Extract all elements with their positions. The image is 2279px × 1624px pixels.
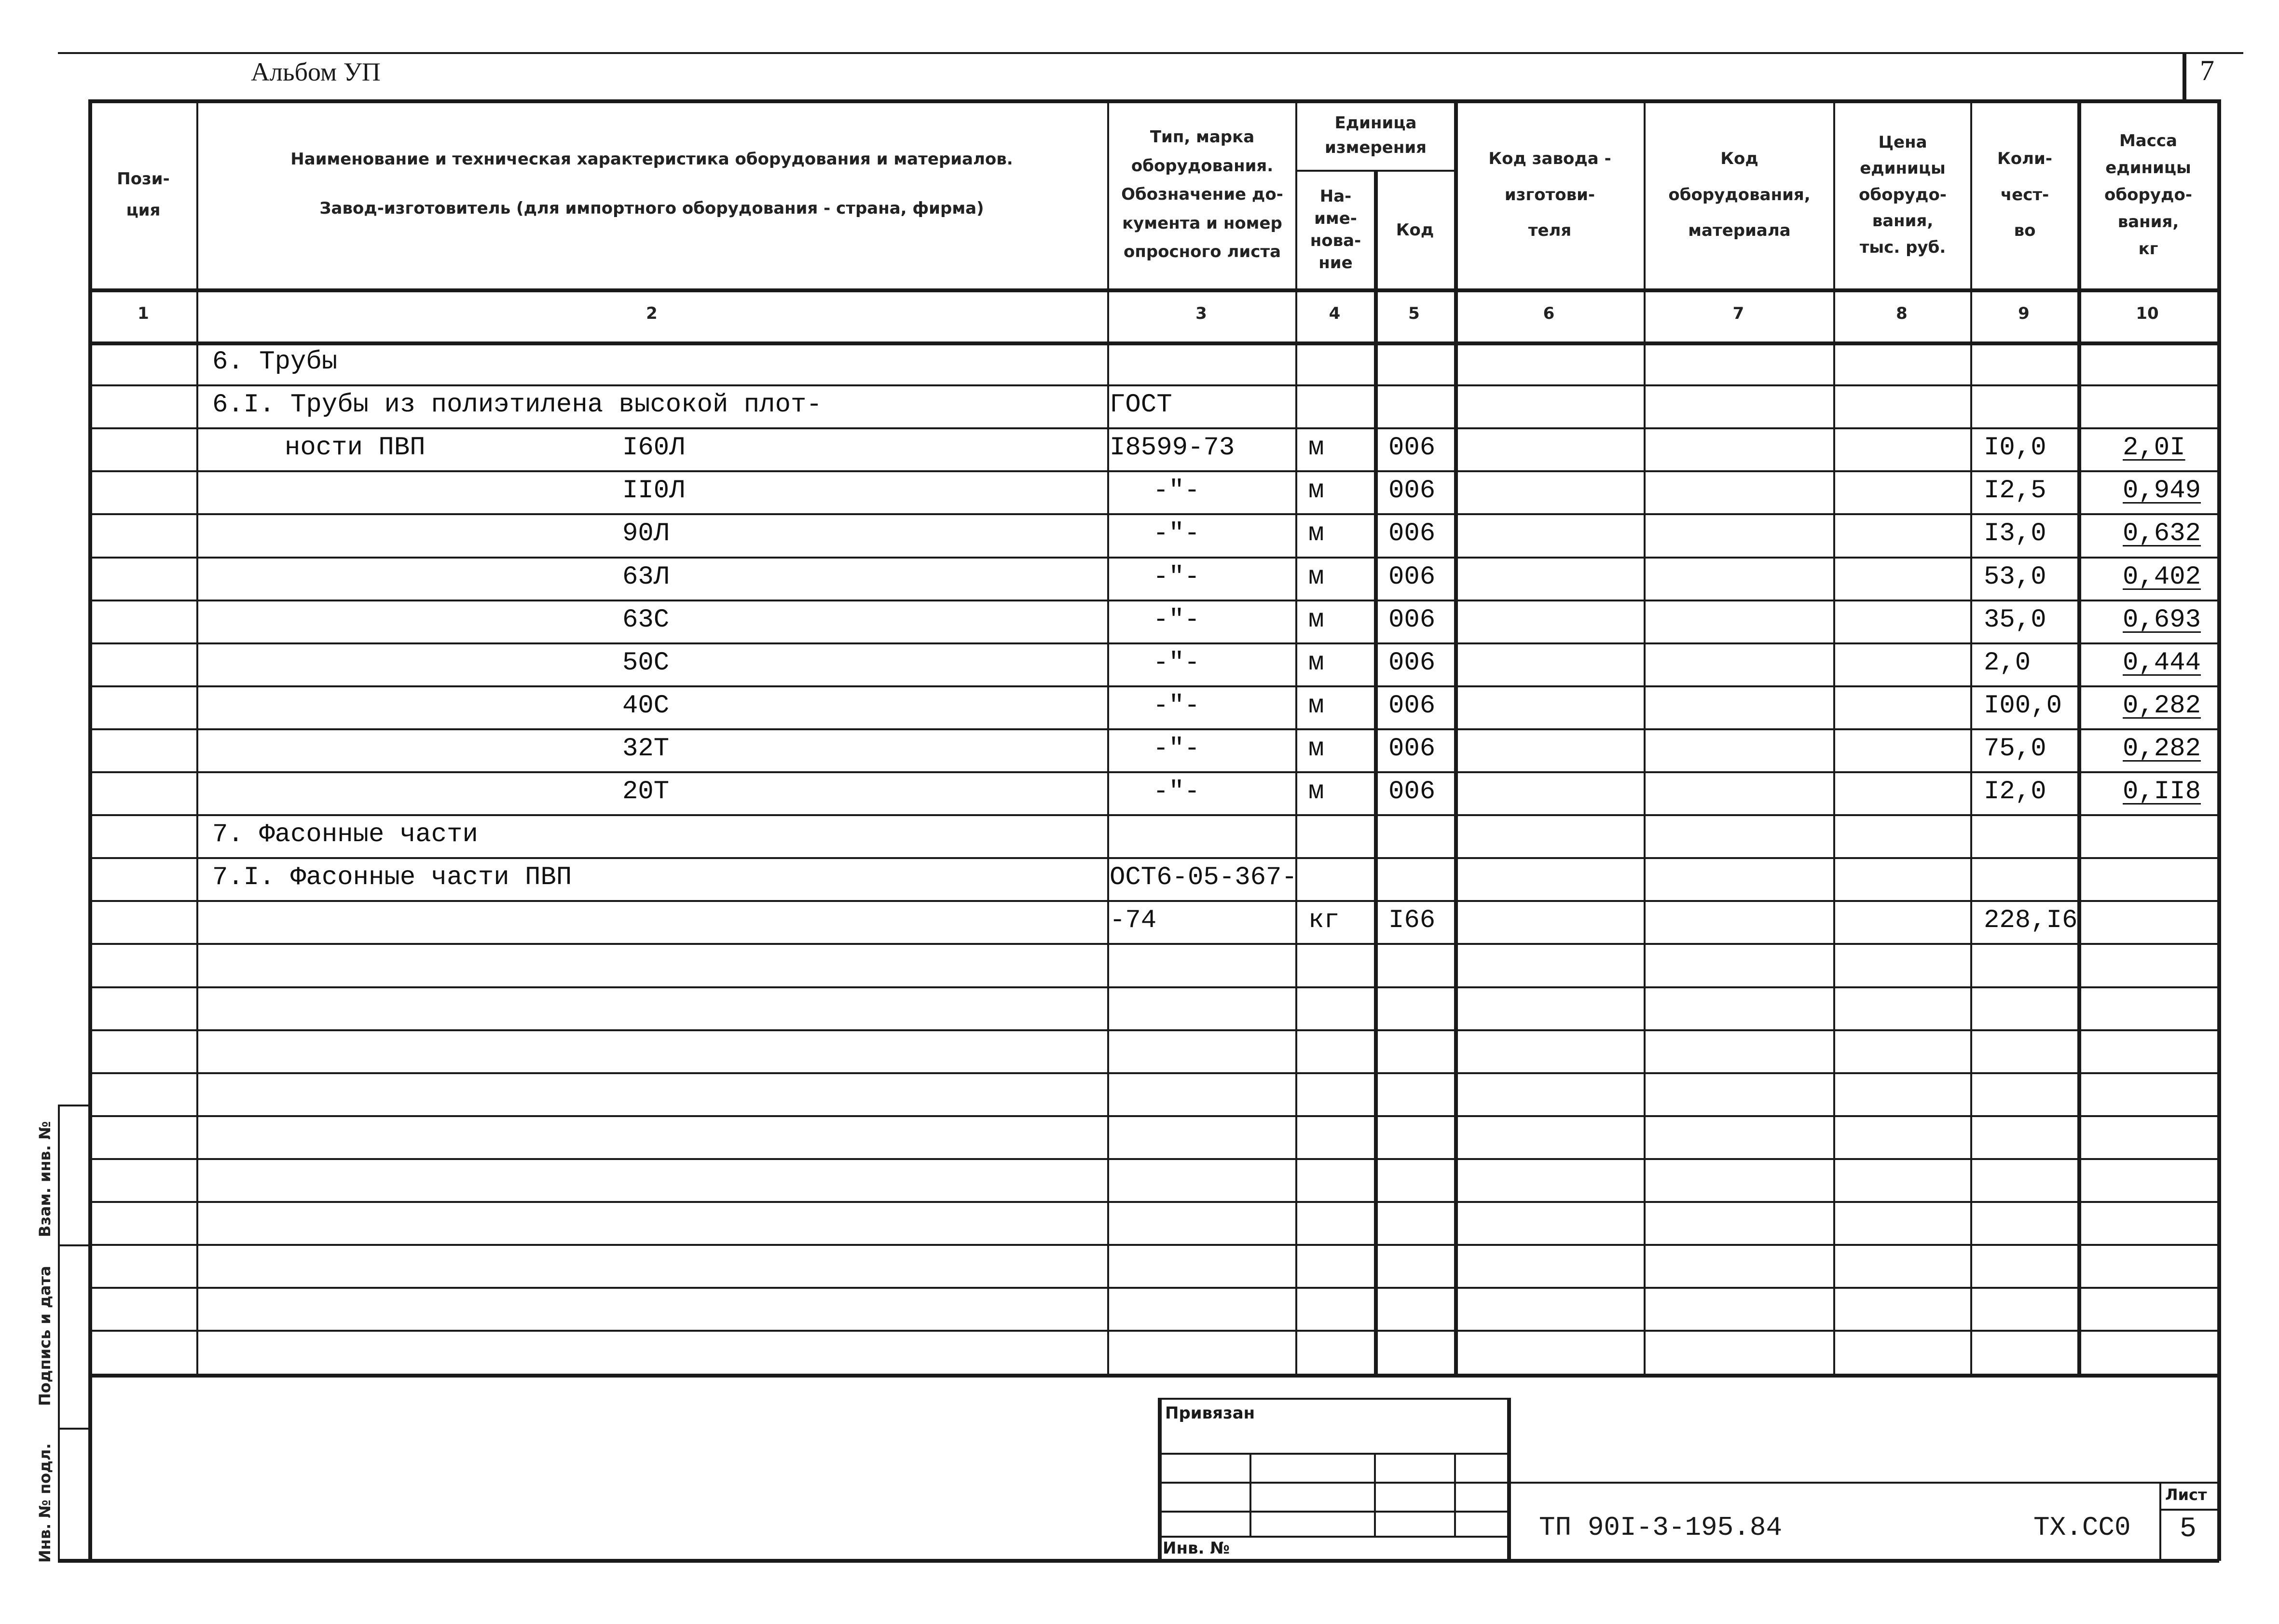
header-col4: На- име- нова- ние — [1310, 187, 1361, 273]
sheet-box-mid — [2159, 1509, 2219, 1511]
cell-size: I60Л — [622, 433, 685, 463]
top-border-line — [58, 52, 2243, 54]
cell-document: -74 — [1110, 906, 1157, 935]
row-divider — [90, 384, 2218, 386]
cell-mass: 0,II8 — [2123, 777, 2201, 806]
cell-quantity: 35,0 — [1984, 605, 2046, 635]
row-divider — [90, 600, 2218, 601]
header-col7: Код оборудования, материала — [1668, 149, 1811, 241]
col-sep-6-7 — [1644, 99, 1646, 1374]
cell-name: ности ПВП — [285, 433, 426, 463]
colnum-4: 4 — [1329, 304, 1341, 323]
page-number-divider — [2183, 52, 2186, 100]
side-label-vzam: Взам. инв. № — [36, 1121, 54, 1237]
row-divider — [90, 986, 2218, 988]
cell-unit-code: 006 — [1388, 777, 1436, 806]
header-col1: Пози- ция — [117, 169, 170, 220]
row-divider — [90, 943, 2218, 945]
stamp-privyazan: Привязан — [1165, 1404, 1255, 1423]
cell-unit-code: 006 — [1388, 562, 1436, 592]
col-sep-2-3 — [1107, 99, 1109, 1374]
cell-unit-code: 006 — [1388, 476, 1436, 505]
col-sep-7-8 — [1833, 99, 1835, 1374]
stamp-top-line — [1158, 1398, 1509, 1400]
cell-document: ГОСТ — [1110, 390, 1172, 420]
header-bottom-line — [89, 288, 2219, 292]
cell-unit-code: 006 — [1388, 433, 1436, 463]
col-sep-9-10 — [2077, 99, 2081, 1374]
cell-document: -"- — [1153, 562, 1200, 592]
row-divider — [90, 771, 2218, 773]
cell-document: -"- — [1153, 476, 1200, 505]
cell-unit-code: 006 — [1388, 734, 1436, 764]
row-divider — [90, 900, 2218, 902]
row-divider — [90, 642, 2218, 644]
cell-size: 90Л — [622, 519, 670, 548]
row-divider — [90, 1244, 2218, 1246]
cell-unit: м — [1308, 777, 1324, 806]
cell-unit-code: 006 — [1388, 605, 1436, 635]
cell-quantity: I00,0 — [1984, 691, 2062, 721]
side-sep-3 — [58, 1428, 89, 1430]
cell-mass: 0,632 — [2123, 519, 2201, 548]
cell-mass: 0,693 — [2123, 605, 2201, 635]
col-sep-3-4 — [1295, 99, 1297, 1374]
cell-mass: 0,282 — [2123, 734, 2201, 764]
cell-quantity: 2,0 — [1984, 648, 2031, 678]
frame-bottom-line — [58, 1559, 2219, 1563]
cell-mass: 2,0I — [2123, 433, 2185, 463]
sheet-number: 5 — [2180, 1514, 2197, 1545]
stamp-inv-no: Инв. № — [1163, 1539, 1230, 1558]
side-sep-2 — [58, 1244, 89, 1246]
cell-unit-code: 006 — [1388, 691, 1436, 721]
colnum-3: 3 — [1195, 304, 1207, 323]
cell-unit: кг — [1308, 906, 1340, 935]
col-sep-8-9 — [1970, 99, 1972, 1374]
cell-document: -"- — [1153, 648, 1200, 678]
cell-unit: м — [1308, 605, 1324, 635]
side-sep-1 — [58, 1105, 89, 1106]
sheet-label: Лист — [2165, 1486, 2207, 1504]
cell-quantity: I0,0 — [1984, 433, 2046, 463]
cell-name: 6. Трубы — [212, 347, 338, 377]
cell-name: 7.I. Фасонные части ПВП — [212, 863, 572, 892]
album-title: Альбом УП — [251, 57, 381, 86]
cell-unit: м — [1308, 648, 1324, 678]
cell-mass: 0,949 — [2123, 476, 2201, 505]
row-divider — [90, 1201, 2218, 1203]
row-divider — [90, 1330, 2218, 1332]
colnum-6: 6 — [1543, 304, 1555, 323]
row-divider — [90, 728, 2218, 730]
cell-unit: м — [1308, 519, 1324, 548]
page-number: 7 — [2200, 55, 2214, 86]
cell-document: -"- — [1153, 734, 1200, 764]
cell-document: -"- — [1153, 605, 1200, 635]
colnum-9: 9 — [2018, 304, 2030, 323]
side-strip-line — [58, 1105, 60, 1561]
row-divider — [90, 470, 2218, 472]
col-sep-5-6 — [1454, 99, 1458, 1374]
colnum-7: 7 — [1732, 304, 1744, 323]
header-col2-line1: Наименование и техническая характеристика оборудования и материалов. — [290, 149, 1013, 169]
cell-name: 7. Фасонные части — [212, 820, 478, 849]
row-divider — [90, 557, 2218, 559]
row-divider — [90, 1158, 2218, 1160]
row-divider — [90, 814, 2218, 816]
header-col6: Код завода - изготови- теля — [1488, 149, 1611, 241]
colnum-5: 5 — [1408, 304, 1420, 323]
cell-document: ОСТ6-05-367- — [1110, 863, 1297, 892]
cell-unit-code: 006 — [1388, 519, 1436, 548]
cell-quantity: I2,0 — [1984, 777, 2046, 806]
colnum-bottom-line — [89, 341, 2219, 345]
row-divider — [90, 427, 2218, 429]
colnum-10: 10 — [2136, 304, 2159, 323]
stamp-right-top-line — [1507, 1482, 2219, 1484]
stamp-line-d — [1158, 1536, 1509, 1538]
cell-mass: 0,282 — [2123, 691, 2201, 721]
cell-size: 63Л — [622, 562, 670, 592]
cell-size: 32Т — [622, 734, 670, 764]
row-divider — [90, 513, 2218, 515]
stamp-section: ТХ.СС0 — [2033, 1512, 2131, 1543]
stamp-vline-3 — [1454, 1453, 1456, 1536]
cell-unit: м — [1308, 562, 1324, 592]
cell-mass: 0,402 — [2123, 562, 2201, 592]
cell-quantity: 75,0 — [1984, 734, 2046, 764]
col-sep-1-2 — [196, 99, 198, 1374]
header-unit-group: Единица измерения — [1325, 113, 1427, 157]
row-divider — [90, 1072, 2218, 1074]
cell-unit: м — [1308, 734, 1324, 764]
header-col9: Коли- чест- во — [1997, 149, 2052, 241]
stamp-line-a — [1158, 1453, 1509, 1455]
table-bottom-line — [89, 1374, 2219, 1378]
stamp-line-c — [1158, 1511, 1509, 1513]
side-label-inv-podl: Инв. № подл. — [36, 1443, 54, 1563]
cell-unit: м — [1308, 476, 1324, 505]
stamp-vline-2 — [1374, 1453, 1376, 1536]
cell-document: I8599-73 — [1110, 433, 1235, 463]
cell-size: 63С — [622, 605, 670, 635]
cell-mass: 0,444 — [2123, 648, 2201, 678]
colnum-1: 1 — [137, 304, 149, 323]
header-col2-line2: Завод-изготовитель (для импортного оборудования - страна, фирма) — [319, 198, 984, 218]
cell-size: 40С — [622, 691, 670, 721]
cell-document: -"- — [1153, 777, 1200, 806]
cell-unit: м — [1308, 691, 1324, 721]
cell-document: -"- — [1153, 519, 1200, 548]
cell-quantity: 228,I6 — [1984, 906, 2078, 935]
cell-quantity: I3,0 — [1984, 519, 2046, 548]
side-label-podpis: Подпись и дата — [36, 1266, 54, 1406]
cell-size: 50С — [622, 648, 670, 678]
row-divider — [90, 1029, 2218, 1031]
cell-unit-code: I66 — [1388, 906, 1436, 935]
cell-unit: м — [1308, 433, 1324, 463]
sheet-box-left — [2159, 1482, 2161, 1561]
stamp-vline-1 — [1249, 1453, 1251, 1536]
row-divider — [90, 1287, 2218, 1289]
header-col8: Цена единицы оборудо- вания, тыс. руб. — [1859, 133, 1947, 257]
cell-quantity: I2,5 — [1984, 476, 2046, 505]
frame-right-line — [2217, 99, 2221, 1561]
header-col3: Тип, марка оборудования. Обозначение до- кумента и номер опросного листа — [1121, 127, 1283, 262]
stamp-doc-code: ТП 90I-3-195.84 — [1539, 1512, 1783, 1543]
stamp-line-b — [1158, 1482, 1509, 1484]
cell-document: -"- — [1153, 691, 1200, 721]
row-divider — [90, 857, 2218, 859]
cell-size: II0Л — [622, 476, 685, 505]
colnum-8: 8 — [1896, 304, 1908, 323]
colnum-2: 2 — [646, 304, 658, 323]
cell-quantity: 53,0 — [1984, 562, 2046, 592]
header-col10: Масса единицы оборудо- вания, кг — [2104, 131, 2192, 259]
cell-size: 20Т — [622, 777, 670, 806]
row-divider — [90, 685, 2218, 687]
row-divider — [90, 1115, 2218, 1117]
cell-name: 6.I. Трубы из полиэтилена высокой плот- — [212, 390, 822, 420]
header-col5: Код — [1396, 220, 1434, 240]
cell-unit-code: 006 — [1388, 648, 1436, 678]
